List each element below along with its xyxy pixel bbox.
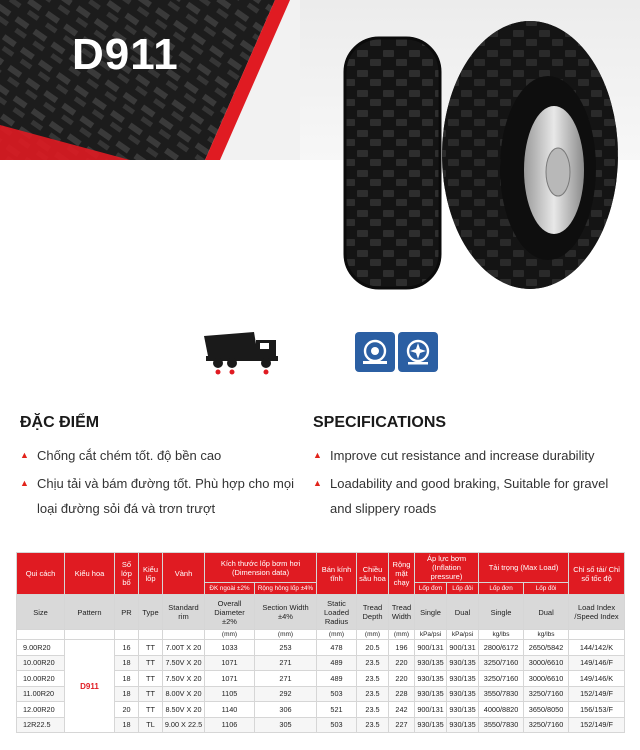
cell-type: TT: [139, 640, 163, 656]
cell-size: 12R22.5: [17, 717, 65, 733]
cell-pr: 16: [115, 640, 139, 656]
th-size-en: Size: [17, 595, 65, 630]
cell-depth: 23.5: [357, 702, 389, 718]
unit-tread-width: (mm): [389, 630, 415, 640]
cell-width: 253: [255, 640, 317, 656]
unit-inflation-dual: kPa/psi: [447, 630, 479, 640]
features-list-vn: [20, 443, 310, 524]
th-load-vn: Tải trọng (Max Load): [479, 553, 569, 583]
cell-type: TT: [139, 655, 163, 671]
th-tread-width-vn: Rộng mặt chạy: [389, 553, 415, 595]
th-rim-en: Standard rim: [163, 595, 205, 630]
cell-load_s: 3250/7160: [479, 655, 524, 671]
th-load-single-en: Single: [479, 595, 524, 630]
cell-dia: 1140: [205, 702, 255, 718]
th-pr-vn: Số lớp bố: [115, 553, 139, 595]
th-radius-en: Static Loaded Radius: [317, 595, 357, 630]
list-item: ▲ Loadability and good braking, Suitable for gravel and slippery roads: [313, 471, 633, 521]
th-index-vn: Chỉ số tải/ Chỉ số tốc độ: [569, 553, 625, 595]
cell-index: 149/146/K: [569, 671, 625, 687]
unit-tread-depth: (mm): [357, 630, 389, 640]
cell-pr: 20: [115, 702, 139, 718]
cell-size: 10.00R20: [17, 671, 65, 687]
th-load-dual-en: Dual: [524, 595, 569, 630]
cell-pr: 18: [115, 717, 139, 733]
cell-tread: 196: [389, 640, 415, 656]
table-header-row-en: [17, 595, 625, 630]
cell-width: 292: [255, 686, 317, 702]
cell-load_s: 4000/8820: [479, 702, 524, 718]
th-inflation-dual-en: Dual: [447, 595, 479, 630]
th-tread-width-en: Tread Width: [389, 595, 415, 630]
cell-width: 271: [255, 655, 317, 671]
cell-dia: 1071: [205, 655, 255, 671]
table-header-row-vn: [17, 553, 625, 583]
cell-dia: 1033: [205, 640, 255, 656]
features-heading-vn: ĐẶC ĐIỂM: [20, 414, 100, 431]
th-overall-dia-sub: ĐK ngoài ±2%: [205, 583, 255, 595]
cell-index: 156/153/F: [569, 702, 625, 718]
cell-radius: 489: [317, 671, 357, 687]
cell-load_s: 3250/7160: [479, 671, 524, 687]
unit-overall-dia: (mm): [205, 630, 255, 640]
spec-table-body: [17, 640, 625, 733]
cell-load_s: 3550/7830: [479, 686, 524, 702]
cell-inf_d: 930/135: [447, 717, 479, 733]
cell-size: 11.00R20: [17, 686, 65, 702]
pattern-name-cell: D911: [65, 640, 115, 733]
cell-size: 9.00R20: [17, 640, 65, 656]
th-index-en: Load Index /Speed Index: [569, 595, 625, 630]
cell-radius: 521: [317, 702, 357, 718]
th-inflation-dual-vn: Lốp đôi: [447, 583, 479, 595]
th-inflation-single-en: Single: [415, 595, 447, 630]
th-pattern-vn: Kiểu hoa: [65, 553, 115, 595]
cell-index: 144/142/K: [569, 640, 625, 656]
cell-radius: 503: [317, 717, 357, 733]
dump-truck-icon: [202, 330, 284, 376]
th-section-width-sub: Rộng hông lốp ±4%: [255, 583, 317, 595]
th-section-width-en: Section Width ±4%: [255, 595, 317, 630]
cell-inf_s: 900/131: [415, 702, 447, 718]
th-overall-dia-en: Overall Diameter ±2%: [205, 595, 255, 630]
cell-index: 152/149/F: [569, 717, 625, 733]
cell-load_s: 2800/6172: [479, 640, 524, 656]
cell-load_d: 2650/5842: [524, 640, 569, 656]
unit-load-single: kg/lbs: [479, 630, 524, 640]
cell-inf_d: 900/131: [447, 640, 479, 656]
th-inflation-vn: Áp lực bơm (Inflation pressure): [415, 553, 479, 583]
cell-type: TT: [139, 702, 163, 718]
cell-width: 305: [255, 717, 317, 733]
th-size-vn: Qui cách: [17, 553, 65, 595]
cell-inf_d: 930/135: [447, 702, 479, 718]
cell-size: 12.00R20: [17, 702, 65, 718]
all-terrain-icon: [398, 332, 438, 372]
cell-depth: 23.5: [357, 655, 389, 671]
cell-index: 152/149/F: [569, 686, 625, 702]
features-list-en: [313, 443, 633, 524]
cell-index: 149/146/F: [569, 655, 625, 671]
tread-pattern-band: [0, 0, 300, 160]
list-item: ▲ Chống cắt chém tốt. độ bền cao: [20, 443, 310, 468]
cell-load_d: 3650/8050: [524, 702, 569, 718]
th-dimension-vn: Kích thước lốp bơm hơi (Dimension data): [205, 553, 317, 583]
cell-depth: 20.5: [357, 640, 389, 656]
cell-inf_d: 930/135: [447, 686, 479, 702]
unit-inflation-single: kPa/psi: [415, 630, 447, 640]
cell-dia: 1105: [205, 686, 255, 702]
cell-rim: 9.00 X 22.5: [163, 717, 205, 733]
cell-dia: 1106: [205, 717, 255, 733]
list-item: ▲ Chịu tải và bám đường tốt. Phù hợp cho mọi loại đường sỏi đá và trơn trượt: [20, 471, 310, 521]
cell-tread: 220: [389, 671, 415, 687]
th-type-en: Type: [139, 595, 163, 630]
cell-load_d: 3250/7160: [524, 686, 569, 702]
cell-radius: 478: [317, 640, 357, 656]
cell-tread: 220: [389, 655, 415, 671]
cell-depth: 23.5: [357, 686, 389, 702]
cell-load_s: 3550/7830: [479, 717, 524, 733]
bullet-triangle-icon: ▲: [20, 478, 29, 488]
cell-inf_s: 900/131: [415, 640, 447, 656]
th-depth-en: Tread Depth: [357, 595, 389, 630]
cell-tread: 227: [389, 717, 415, 733]
cell-load_d: 3000/6610: [524, 655, 569, 671]
cell-type: TT: [139, 671, 163, 687]
cell-width: 306: [255, 702, 317, 718]
spec-table: [16, 552, 625, 733]
cell-type: TL: [139, 717, 163, 733]
cell-inf_d: 930/135: [447, 655, 479, 671]
cell-inf_s: 930/135: [415, 717, 447, 733]
unit-section-width: (mm): [255, 630, 317, 640]
th-load-dual-vn: Lốp đôi: [524, 583, 569, 595]
cell-dia: 1071: [205, 671, 255, 687]
cell-rim: 8.00V X 20: [163, 686, 205, 702]
cell-depth: 23.5: [357, 717, 389, 733]
th-depth-vn: Chiều sâu hoa: [357, 553, 389, 595]
table-units-row: [17, 630, 625, 640]
bullet-triangle-icon: ▲: [313, 450, 322, 460]
cell-depth: 23.5: [357, 671, 389, 687]
cell-type: TT: [139, 686, 163, 702]
cell-size: 10.00R20: [17, 655, 65, 671]
th-rim-vn: Vành: [163, 553, 205, 595]
cell-rim: 7.50V X 20: [163, 655, 205, 671]
table-row: [17, 640, 625, 656]
cell-pr: 18: [115, 671, 139, 687]
th-radius-vn: Bán kính tĩnh: [317, 553, 357, 595]
cell-tread: 228: [389, 686, 415, 702]
cell-rim: 8.50V X 20: [163, 702, 205, 718]
model-title: D911: [72, 30, 179, 79]
cell-load_d: 3250/7160: [524, 717, 569, 733]
unit-radius: (mm): [317, 630, 357, 640]
cell-load_d: 3000/6610: [524, 671, 569, 687]
bullet-triangle-icon: ▲: [20, 450, 29, 460]
cell-rim: 7.00T X 20: [163, 640, 205, 656]
cell-rim: 7.50V X 20: [163, 671, 205, 687]
cell-inf_s: 930/135: [415, 671, 447, 687]
cell-inf_d: 930/135: [447, 671, 479, 687]
th-pr-en: PR: [115, 595, 139, 630]
cell-pr: 18: [115, 655, 139, 671]
th-pattern-en: Pattern: [65, 595, 115, 630]
cell-radius: 503: [317, 686, 357, 702]
th-inflation-single-vn: Lốp đơn: [415, 583, 447, 595]
unit-load-dual: kg/lbs: [524, 630, 569, 640]
cell-inf_s: 930/135: [415, 686, 447, 702]
mud-terrain-icon: [355, 332, 395, 372]
th-load-single-vn: Lốp đơn: [479, 583, 524, 595]
features-heading-en: SPECIFICATIONS: [313, 414, 447, 431]
cell-tread: 242: [389, 702, 415, 718]
tyre-product-image: [330, 8, 630, 294]
cell-radius: 489: [317, 655, 357, 671]
list-item: ▲ Improve cut resistance and increase durability: [313, 443, 633, 468]
cell-pr: 18: [115, 686, 139, 702]
bullet-triangle-icon: ▲: [313, 478, 322, 488]
th-type-vn: Kiểu lốp: [139, 553, 163, 595]
cell-inf_s: 930/135: [415, 655, 447, 671]
cell-width: 271: [255, 671, 317, 687]
